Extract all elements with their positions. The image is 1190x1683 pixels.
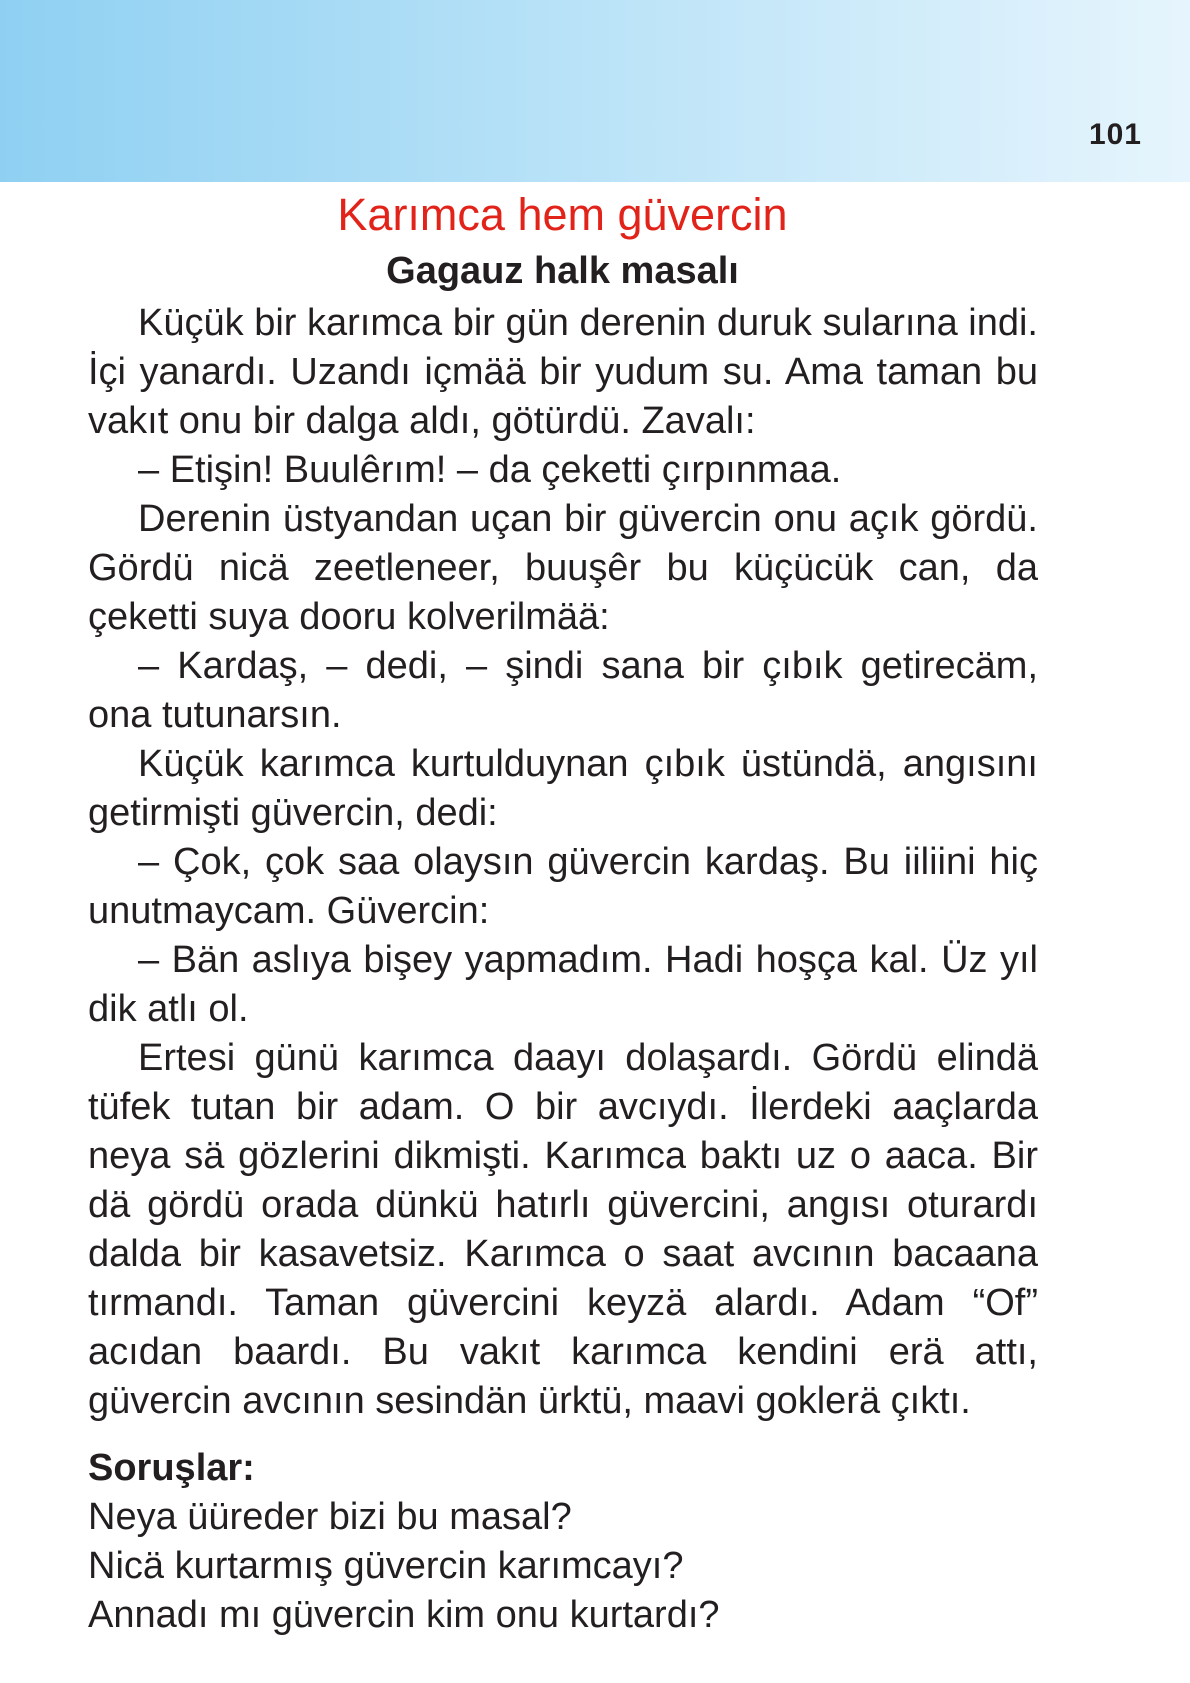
page-number: 101 <box>1088 118 1142 151</box>
questions-list <box>88 1493 1038 1640</box>
story-paragraph: – Kardaş, – dedi, – şindi sana bir çıbık getirecäm, ona tutunarsın. <box>88 645 1038 736</box>
story-paragraph: – Çok, çok saa olaysın güvercin kardaş. Bu iiliini hiç unutmaycam. Güvercin: <box>88 841 1038 932</box>
story-paragraph: – Etişin! Buulêrım! – da çeketti çırpınmaa. <box>138 449 842 491</box>
story-subtitle: Gagauz halk masalı <box>386 250 739 292</box>
story-paragraph: Küçük karımca kurtulduynan çıbık üstündä, angısını getirmişti güvercin, dedi: <box>88 743 1038 834</box>
header-band <box>0 0 1190 182</box>
story-paragraph: Ertesi günü karımca daayı dolaşardı. Gördü elindä tüfek tutan bir adam. O bir avcıydı. İlerdeki aaçlarda neya sä gözlerini dikmişti. Karımca baktı uz o aaca. Bir dä gördü orada dünkü hatırlı güvercini, angısı oturardı dalda bir kasavetsiz. Karımca o saat avcının bacaana tırmandı. Taman güvercini keyzä alardı. Adam “Of” acıdan baardı. Bu vakıt karımca kendini erä attı, güvercin avcının sesindän ürktü, maavi goklerä çıktı. <box>88 1037 1038 1422</box>
questions-section <box>88 1444 1038 1640</box>
questions-heading: Soruşlar: <box>88 1447 255 1489</box>
question-item: Annadı mı güvercin kim onu kurtardı? <box>88 1594 720 1636</box>
question-item: Nicä kurtarmış güvercin karımcayı? <box>88 1545 684 1587</box>
story-body <box>88 299 1038 1426</box>
story-title: Karımca hem güvercin <box>337 189 788 240</box>
story-paragraph: Derenin üstyandan uçan bir güvercin onu açık gördü. Gördü nicä zeetleneer, buuşêr bu küçücük can, da çeketti suya dooru kolverilmää: <box>88 498 1038 638</box>
story-paragraph: Küçük bir karımca bir gün derenin duruk sularına indi. İçi yanardı. Uzandı içmää bir yudum su. Ama taman bu vakıt onu bir dalga aldı, götürdü. Zavalı: <box>88 302 1038 442</box>
question-item: Neya üüreder bizi bu masal? <box>88 1496 572 1538</box>
story-paragraph: – Bän aslıya bişey yapmadım. Hadi hoşça kal. Üz yıl dik atlı ol. <box>88 939 1038 1030</box>
